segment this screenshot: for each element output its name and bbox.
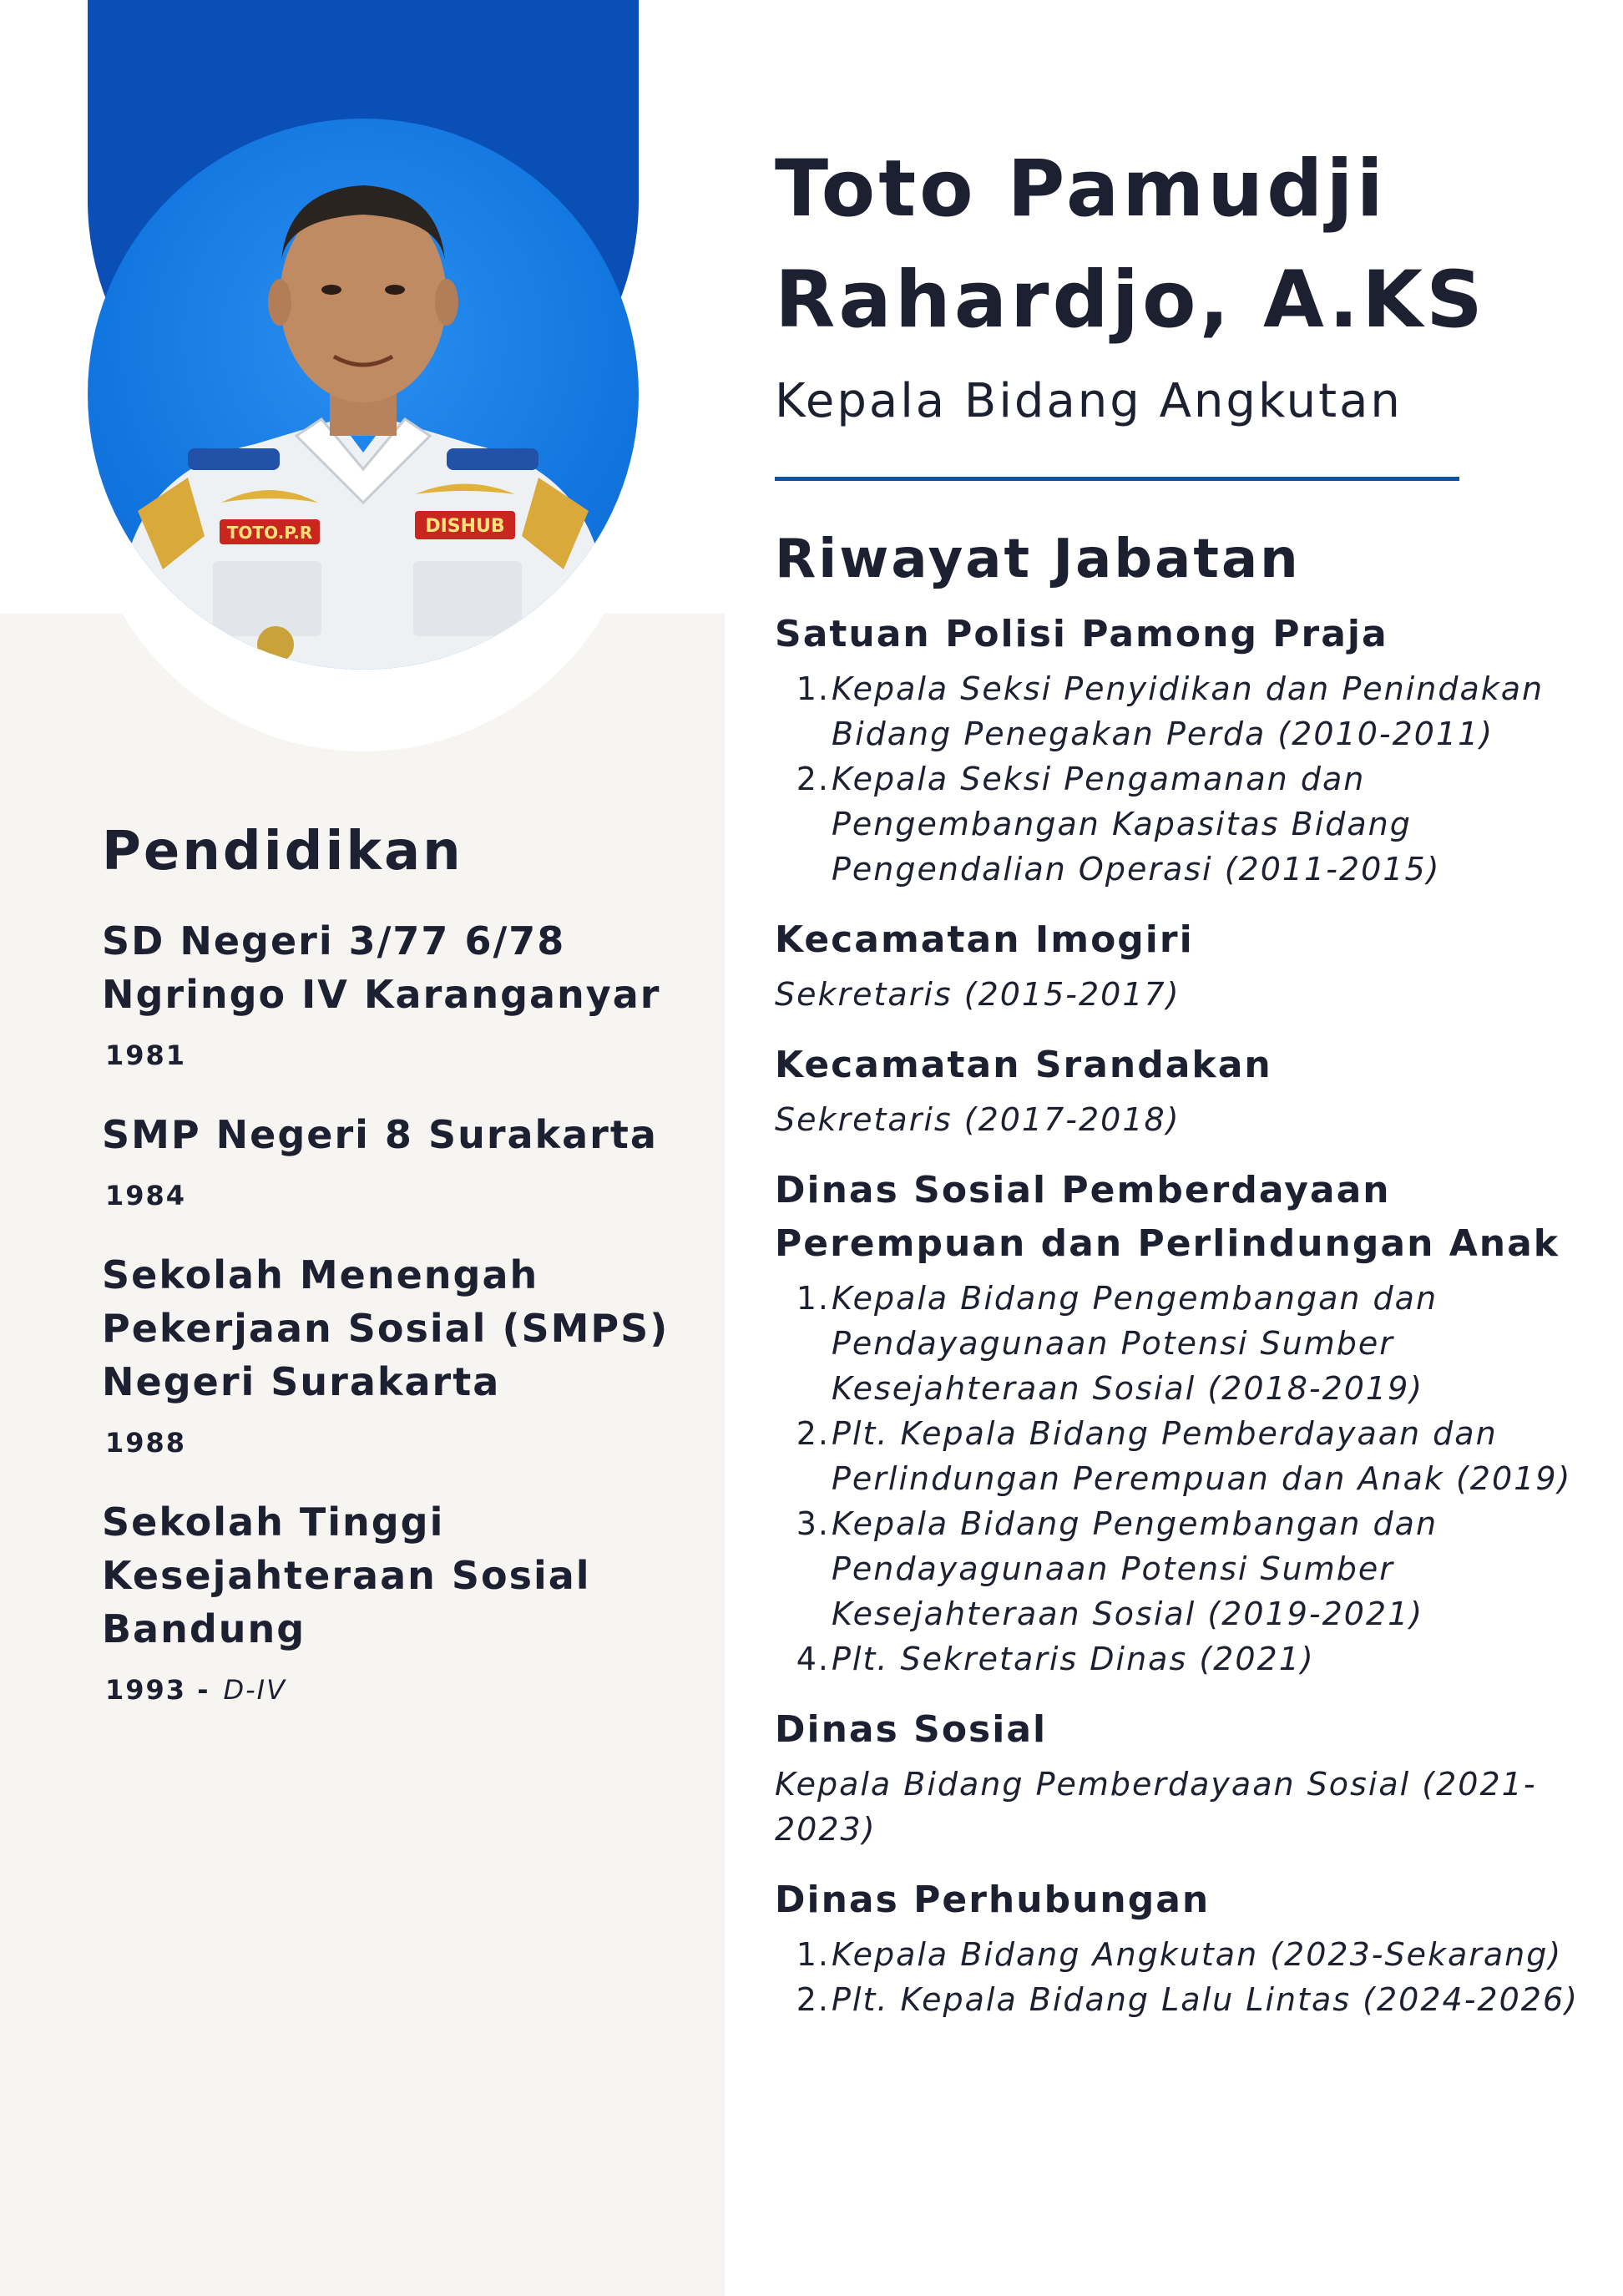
education-heading: Pendidikan bbox=[102, 821, 463, 882]
role-number: 4. bbox=[796, 1641, 830, 1677]
profile-name-line2: Rahardjo, A.KS bbox=[775, 255, 1486, 346]
role-number: 1. bbox=[796, 1936, 830, 1973]
org-name: Kecamatan Srandakan bbox=[775, 1044, 1272, 1086]
education-item bbox=[102, 1248, 686, 1459]
header-divider bbox=[775, 477, 1459, 481]
school-year: 1981 bbox=[105, 1039, 187, 1071]
role-number: 2. bbox=[796, 1981, 830, 2018]
career-heading: Riwayat Jabatan bbox=[775, 528, 1301, 590]
education-item bbox=[102, 914, 686, 1071]
role-item bbox=[775, 1977, 1610, 2022]
org-block bbox=[775, 608, 1610, 892]
role-text: Plt. Sekretaris Dinas (2021) bbox=[832, 1641, 1315, 1677]
role-item bbox=[775, 1411, 1610, 1501]
role-number: 2. bbox=[796, 761, 830, 797]
org-block bbox=[775, 1164, 1610, 1682]
role-list bbox=[775, 1932, 1610, 2022]
role-number: 2. bbox=[796, 1415, 830, 1452]
profile-name-line1: Toto Pamudji bbox=[775, 144, 1387, 235]
org-name: Kecamatan Imogiri bbox=[775, 918, 1194, 961]
photo-frame bbox=[88, 0, 639, 668]
role-text: Plt. Kepala Bidang Lalu Lintas (2024-2026) bbox=[832, 1981, 1579, 2018]
role-item bbox=[775, 666, 1610, 756]
org-name: Dinas Sosial bbox=[775, 1708, 1048, 1751]
role-number: 3. bbox=[796, 1505, 830, 1542]
position-title: Kepala Bidang Angkutan bbox=[775, 374, 1403, 428]
org-name: Dinas Perhubungan bbox=[775, 1879, 1211, 1921]
role-number: 1. bbox=[796, 1280, 830, 1317]
role-text: Kepala Seksi Pengamanan dan Pengembangan Kapasitas Bidang Pengendalian Operasi (2011-2015) bbox=[832, 761, 1441, 888]
school-name: Sekolah Tinggi Kesejahteraan Sosial Bandung bbox=[102, 1499, 591, 1651]
person-silhouette-icon bbox=[88, 119, 639, 670]
role-list bbox=[775, 1276, 1610, 1682]
school-name: SD Negeri 3/77 6/78 Ngringo IV Karanganyar bbox=[102, 918, 661, 1017]
school-year: 1993 - bbox=[105, 1674, 210, 1706]
degree-label: D-IV bbox=[223, 1674, 286, 1706]
org-name: Dinas Sosial Pemberdayaan Perempuan dan Perlindungan Anak bbox=[775, 1169, 1560, 1265]
profile-name bbox=[775, 134, 1593, 356]
school-year: 1984 bbox=[105, 1180, 187, 1211]
career-section bbox=[775, 526, 1610, 2044]
org-name: Satuan Polisi Pamong Praja bbox=[775, 613, 1388, 655]
role-item bbox=[775, 756, 1610, 892]
school-year: 1988 bbox=[105, 1427, 187, 1459]
role-text: Kepala Bidang Angkutan (2023-Sekarang) bbox=[832, 1936, 1563, 1973]
role-item bbox=[775, 1501, 1610, 1636]
org-block bbox=[775, 1703, 1610, 1852]
role-item bbox=[775, 1932, 1610, 1977]
education-item bbox=[102, 1495, 686, 1706]
profile-photo bbox=[88, 119, 639, 670]
school-name: SMP Negeri 8 Surakarta bbox=[102, 1112, 658, 1157]
role-text: Kepala Bidang Pemberdayaan Sosial (2021-2023) bbox=[775, 1766, 1537, 1848]
org-block bbox=[775, 913, 1610, 1017]
education-section bbox=[102, 814, 686, 1742]
education-item bbox=[102, 1108, 686, 1211]
role-item bbox=[775, 1276, 1610, 1411]
role-number: 1. bbox=[796, 670, 830, 707]
role-item bbox=[775, 1636, 1610, 1682]
org-block bbox=[775, 1874, 1610, 2022]
role-text: Kepala Seksi Penyidikan dan Penindakan Bidang Penegakan Perda (2010-2011) bbox=[832, 670, 1545, 752]
school-year-row bbox=[105, 1674, 686, 1706]
role-text: Sekretaris (2015-2017) bbox=[775, 976, 1181, 1013]
role-text: Kepala Bidang Pengembangan dan Pendayagunaan Potensi Sumber Kesejahteraan Sosial (2019-2021) bbox=[832, 1505, 1438, 1632]
svg-text:TOTO.P.R: TOTO.P.R bbox=[226, 523, 313, 543]
school-name: Sekolah Menengah Pekerjaan Sosial (SMPS) Negeri Surakarta bbox=[102, 1252, 670, 1404]
role-text: Plt. Kepala Bidang Pemberdayaan dan Perlindungan Perempuan dan Anak (2019) bbox=[832, 1415, 1572, 1497]
role-text: Sekretaris (2017-2018) bbox=[775, 1101, 1181, 1138]
role-list bbox=[775, 666, 1610, 892]
org-block bbox=[775, 1039, 1610, 1142]
svg-text:DISHUB: DISHUB bbox=[425, 516, 505, 537]
role-text: Kepala Bidang Pengembangan dan Pendayagunaan Potensi Sumber Kesejahteraan Sosial (2018-2019) bbox=[832, 1280, 1438, 1407]
